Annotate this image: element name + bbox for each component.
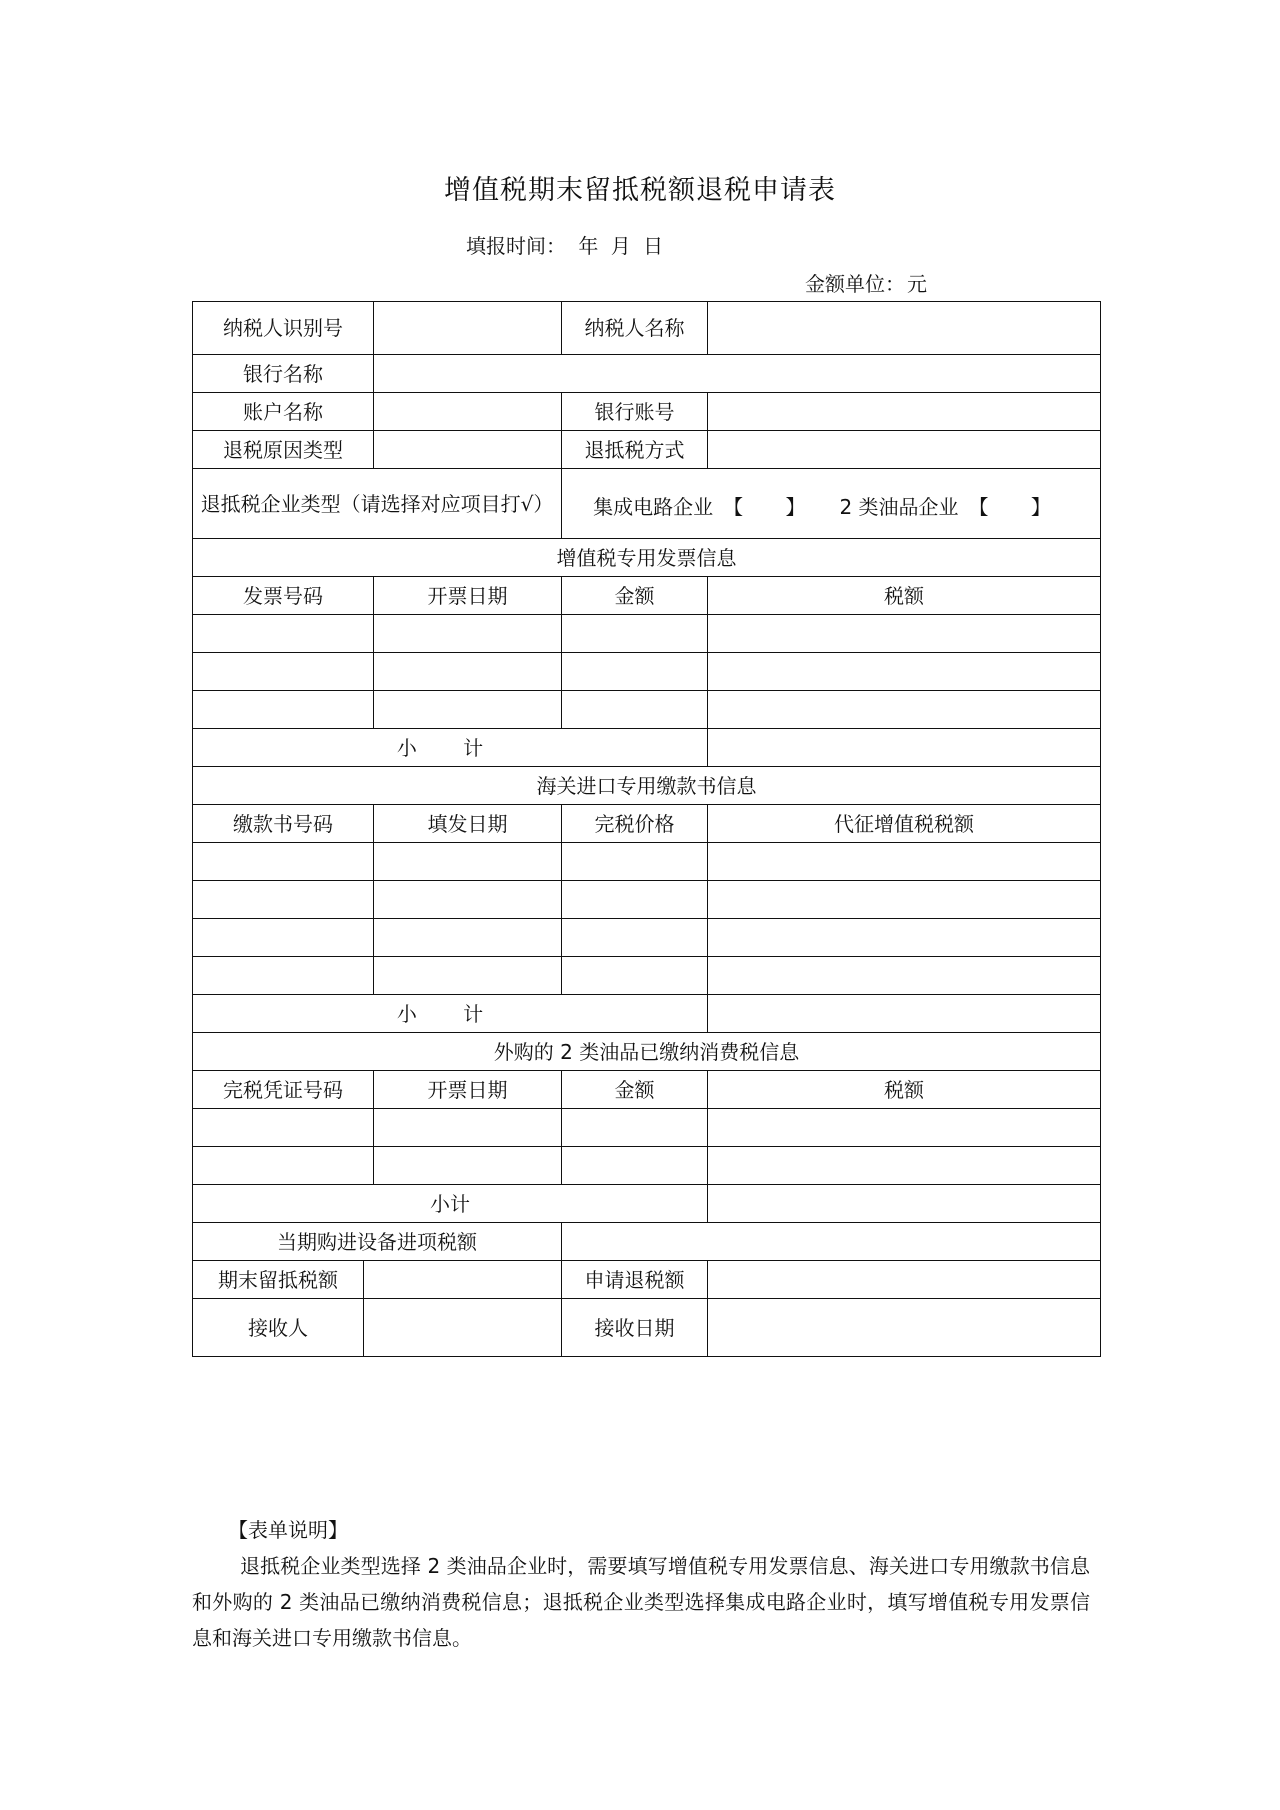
oil-section-header (193, 1033, 1101, 1071)
tax-certificate-number-cell[interactable] (193, 1147, 374, 1185)
table-row (193, 957, 1101, 995)
invoice-number-cell[interactable] (193, 615, 374, 653)
oil-amount-cell[interactable] (562, 1109, 708, 1147)
invoice-date-cell[interactable] (374, 653, 562, 691)
table-row (193, 1109, 1101, 1147)
table-row (193, 691, 1101, 729)
account-row (193, 393, 1101, 431)
form-notes (192, 1512, 1090, 1656)
subtotal-label: 小计 (193, 1185, 708, 1223)
option-oil-label: 2 类油品企业 (839, 494, 959, 519)
invoice-number-cell[interactable] (193, 691, 374, 729)
column-header: 金额 (562, 577, 708, 615)
taxpayer-id-label: 纳税人识别号 (193, 302, 374, 355)
notes-title: 【表单说明】 (228, 1518, 348, 1542)
oil-tax-cell[interactable] (708, 1147, 1101, 1185)
duty-paid-price-cell[interactable] (562, 957, 708, 995)
vat-invoice-column-headers (193, 577, 1101, 615)
refund-reason-label: 退税原因类型 (193, 431, 374, 469)
subtotal-label: 小 计 (193, 729, 708, 767)
oil-tax-cell[interactable] (708, 1109, 1101, 1147)
customs-subtotal-row (193, 995, 1101, 1033)
taxpayer-name-field[interactable] (708, 302, 1101, 355)
invoice-date-cell[interactable] (374, 691, 562, 729)
refund-reason-row (193, 431, 1101, 469)
bank-name-label: 银行名称 (193, 355, 374, 393)
invoice-amount-cell[interactable] (562, 691, 708, 729)
invoice-number-cell[interactable] (193, 653, 374, 691)
account-name-label: 账户名称 (193, 393, 374, 431)
receiver-row (193, 1299, 1101, 1357)
refund-application-form (192, 301, 1101, 1357)
option-oil-checkbox[interactable]: 【 】 (968, 494, 1069, 519)
duty-paid-price-cell[interactable] (562, 919, 708, 957)
collected-vat-cell[interactable] (708, 919, 1101, 957)
vat-invoice-section-header (193, 539, 1101, 577)
equipment-input-tax-label: 当期购进设备进项税额 (193, 1223, 562, 1261)
equipment-input-tax-row (193, 1223, 1101, 1261)
oil-amount-cell[interactable] (562, 1147, 708, 1185)
table-row (193, 615, 1101, 653)
enterprise-type-label: 退抵税企业类型（请选择对应项目打√） (193, 469, 562, 539)
refund-reason-field[interactable] (374, 431, 562, 469)
tax-certificate-number-cell[interactable] (193, 1109, 374, 1147)
table-row (193, 919, 1101, 957)
amount-unit-label: 金额单位： (805, 272, 905, 296)
column-header: 开票日期 (374, 577, 562, 615)
vat-invoice-subtotal-field[interactable] (708, 729, 1101, 767)
notes-body: 退抵税企业类型选择 2 类油品企业时，需要填写增值税专用发票信息、海关进口专用缴款书信息和外购的 2 类油品已缴纳消费税信息；退抵税企业类型选择集成电路企业时，填写增值税专用发票信息和海关进口专用缴款书信息。 (192, 1554, 1090, 1650)
vat-invoice-section-title: 增值税专用发票信息 (193, 539, 1101, 577)
column-header: 金额 (562, 1071, 708, 1109)
oil-section-title: 外购的 2 类油品已缴纳消费税信息 (193, 1033, 1101, 1071)
taxpayer-id-field[interactable] (374, 302, 562, 355)
duty-paid-price-cell[interactable] (562, 881, 708, 919)
subtotal-label: 小 计 (193, 995, 708, 1033)
oil-column-headers (193, 1071, 1101, 1109)
credit-refund-row (193, 1261, 1101, 1299)
fill-time (466, 230, 669, 259)
amount-unit-value: 元 (907, 272, 927, 296)
amount-unit (805, 268, 927, 297)
page-title: 增值税期末留抵税额退税申请表 (444, 175, 836, 206)
receiver-field[interactable] (364, 1299, 562, 1357)
collected-vat-cell[interactable] (708, 881, 1101, 919)
column-header: 完税凭证号码 (193, 1071, 374, 1109)
equipment-input-tax-field[interactable] (562, 1223, 1101, 1261)
taxpayer-row (193, 302, 1101, 355)
payment-number-cell[interactable] (193, 881, 374, 919)
receiver-label: 接收人 (193, 1299, 364, 1357)
column-header: 发票号码 (193, 577, 374, 615)
bank-name-field[interactable] (374, 355, 1101, 393)
issue-date-cell[interactable] (374, 957, 562, 995)
receive-date-field[interactable] (708, 1299, 1101, 1357)
option-ic-label: 集成电路企业 (593, 494, 714, 519)
enterprise-type-options (562, 469, 1101, 539)
option-ic-checkbox[interactable]: 【 】 (723, 494, 824, 519)
bank-account-label: 银行账号 (562, 393, 708, 431)
refund-method-field[interactable] (708, 431, 1101, 469)
column-header: 税额 (708, 1071, 1101, 1109)
table-row (193, 843, 1101, 881)
collected-vat-cell[interactable] (708, 843, 1101, 881)
option-ic-enterprise (593, 492, 823, 522)
bank-account-field[interactable] (708, 393, 1101, 431)
option-oil-enterprise (839, 492, 1068, 522)
column-header: 完税价格 (562, 805, 708, 843)
bank-name-row (193, 355, 1101, 393)
enterprise-type-row (193, 469, 1101, 539)
column-header: 缴款书号码 (193, 805, 374, 843)
column-header: 填发日期 (374, 805, 562, 843)
invoice-tax-cell[interactable] (708, 653, 1101, 691)
oil-invoice-date-cell[interactable] (374, 1147, 562, 1185)
invoice-amount-cell[interactable] (562, 653, 708, 691)
table-row (193, 1147, 1101, 1185)
invoice-amount-cell[interactable] (562, 615, 708, 653)
payment-number-cell[interactable] (193, 843, 374, 881)
issue-date-cell[interactable] (374, 919, 562, 957)
collected-vat-cell[interactable] (708, 957, 1101, 995)
table-row (193, 881, 1101, 919)
invoice-tax-cell[interactable] (708, 615, 1101, 653)
refund-apply-label: 申请退税额 (562, 1261, 708, 1299)
invoice-tax-cell[interactable] (708, 691, 1101, 729)
column-header: 开票日期 (374, 1071, 562, 1109)
column-header: 税额 (708, 577, 1101, 615)
end-period-credit-label: 期末留抵税额 (193, 1261, 364, 1299)
receive-date-label: 接收日期 (562, 1299, 708, 1357)
column-header: 代征增值税税额 (708, 805, 1101, 843)
invoice-date-cell[interactable] (374, 615, 562, 653)
payment-number-cell[interactable] (193, 957, 374, 995)
customs-section-header (193, 767, 1101, 805)
end-period-credit-field[interactable] (364, 1261, 562, 1299)
vat-invoice-subtotal-row (193, 729, 1101, 767)
fill-time-year: 年 (578, 234, 599, 258)
duty-paid-price-cell[interactable] (562, 843, 708, 881)
taxpayer-name-label: 纳税人名称 (562, 302, 708, 355)
fill-time-month: 月 (610, 234, 631, 258)
table-row (193, 653, 1101, 691)
fill-time-day: 日 (643, 234, 664, 258)
oil-subtotal-field[interactable] (708, 1185, 1101, 1223)
oil-invoice-date-cell[interactable] (374, 1109, 562, 1147)
account-name-field[interactable] (374, 393, 562, 431)
customs-column-headers (193, 805, 1101, 843)
payment-number-cell[interactable] (193, 919, 374, 957)
refund-method-label: 退抵税方式 (562, 431, 708, 469)
fill-time-label: 填报时间： (466, 234, 566, 258)
oil-subtotal-row (193, 1185, 1101, 1223)
issue-date-cell[interactable] (374, 843, 562, 881)
customs-section-title: 海关进口专用缴款书信息 (193, 767, 1101, 805)
customs-subtotal-field[interactable] (708, 995, 1101, 1033)
refund-apply-field[interactable] (708, 1261, 1101, 1299)
issue-date-cell[interactable] (374, 881, 562, 919)
